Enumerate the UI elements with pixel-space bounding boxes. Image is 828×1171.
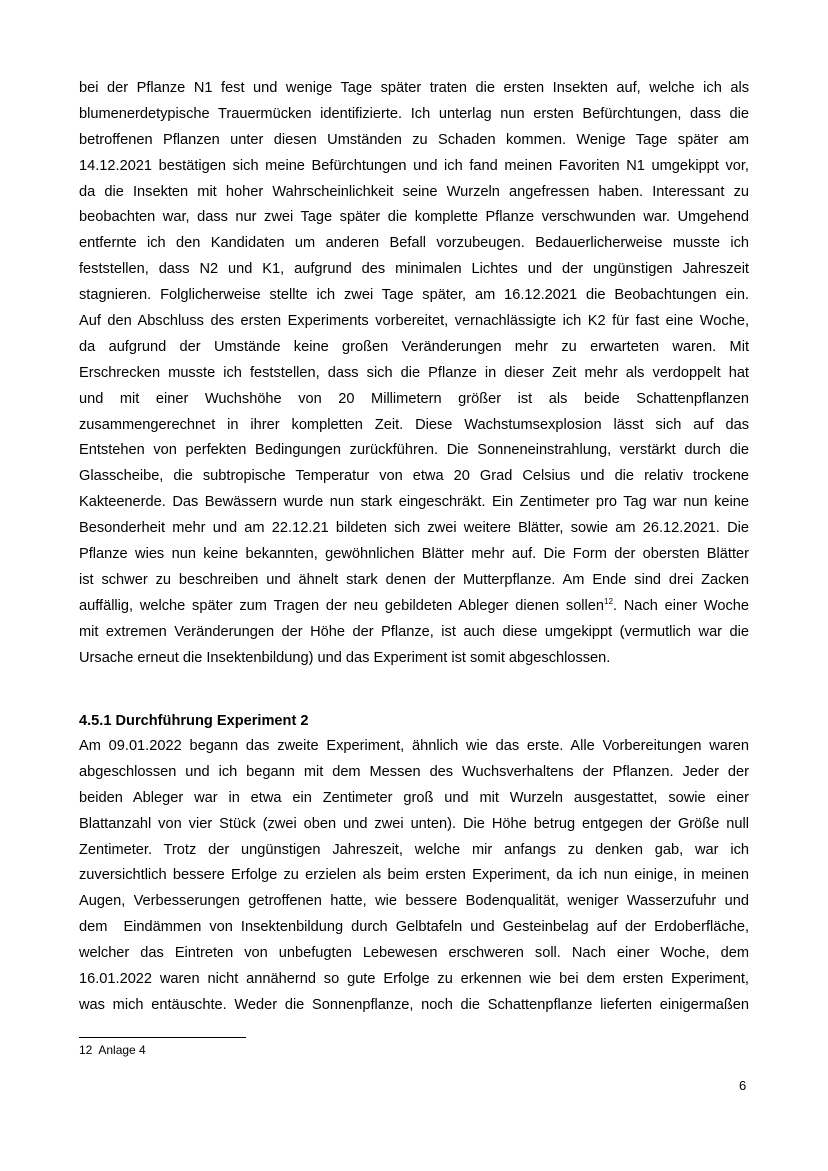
text-line: beobachten war, dass nur zwei Tage später die komplette Pflanze verschwunden war. Umgehend xyxy=(79,209,749,226)
text-line: Kakteenerde. Das Bewässern wurde nun stark eingeschräkt. Ein Zentimeter pro Tag war nun keine xyxy=(79,494,749,511)
footnote-divider xyxy=(79,1037,246,1038)
paragraph-1 xyxy=(79,76,749,671)
text-line: Am 09.01.2022 begann das zweite Experiment, ähnlich wie das erste. Alle Vorbereitungen waren xyxy=(79,738,749,754)
text-line: feststellen, dass N2 und K1, aufgrund des minimalen Lichtes und der ungünstigen Jahreszeit xyxy=(79,261,749,278)
text-line: ist schwer zu beschreiben und ähnelt stark denen der Mutterpflanze. Am Ende sind drei Zacken xyxy=(79,571,749,588)
text-line: mit extremen Veränderungen der Höhe der Pflanze, ist auch diese umgekippt (vermutlich war die xyxy=(79,623,749,640)
page-number: 6 xyxy=(739,1078,747,1093)
text-line: und mit einer Wuchshöhe von 20 Millimetern größer ist als beide Schattenpflanzen xyxy=(79,390,749,407)
text-line: welcher das Eintreten von unbefugten Lebewesen erschweren soll. Nach einer Woche, dem xyxy=(79,945,749,962)
text-line: bei der Pflanze N1 fest und wenige Tage später traten die ersten Insekten auf, welche ich als xyxy=(79,80,749,96)
text-line: 16.01.2022 waren nicht annähernd so gute Erfolge zu erkennen wie bei dem ersten Experiment, xyxy=(79,971,749,988)
text-line: beiden Ableger war in etwa ein Zentimeter groß und mit Wurzeln ausgestattet, sowie einer xyxy=(79,789,749,806)
text-line: Ursache erneut die Insektenbildung) und das Experiment ist somit abgeschlossen. xyxy=(79,649,611,666)
text-line: 14.12.2021 bestätigen sich meine Befürchtungen und ich fand meinen Favoriten N1 umgekippt vor, xyxy=(79,157,749,174)
text-line: Erschrecken musste ich feststellen, dass sich die Pflanze in dieser Zeit mehr als verdoppelt hat xyxy=(79,364,749,381)
text-line: betroffenen Pflanzen unter diesen Umständen zu Schaden kommen. Wenige Tage später am xyxy=(79,131,749,148)
text-line: Auf den Abschluss des ersten Experiments vorbereitet, vernachlässigte ich K2 für fast eine Woche, xyxy=(79,313,749,330)
line-text: auffällig, welche später zum Tragen der neu gebildeten Ableger dienen sollen xyxy=(79,597,605,614)
text-line: blumenerdetypische Trauermücken identifizierte. Ich unterlag nun ersten Befürchtungen, dass die xyxy=(79,105,749,122)
text-line: abgeschlossen und ich begann mit dem Messen des Wuchsverhaltens der Pflanzen. Jeder der xyxy=(79,763,749,780)
text-line: was mich entäuschte. Weder die Sonnenpflanze, noch die Schattenpflanze lieferten einigermaßen xyxy=(79,996,749,1013)
text-line: Blattanzahl von vier Stück (zwei oben und zwei unten). Die Höhe betrug entgegen der Größe null xyxy=(79,815,749,832)
text-line: Pflanze wies nun keine bekannten, gewöhnlichen Blätter mehr auf. Die Form der obersten Blätter xyxy=(79,546,749,563)
text-line: Augen, Verbesserungen getroffenen hatte, wie bessere Bodenqualität, weniger Wasserzufuhr und xyxy=(79,893,749,910)
text-line: da aufgrund der Umstände keine großen Veränderungen mehr zu erwarteten waren. Mit xyxy=(79,338,749,355)
text-line: dem Eindämmen von Insektenbildung durch Gelbtafeln und Gesteinbelag auf der Erdoberfläche, xyxy=(79,919,749,936)
text-line: Glasscheibe, die subtropische Temperatur von etwa 20 Grad Celsius und die relativ trockene xyxy=(79,468,749,485)
text-line: zusammengerechnet in ihrer kompletten Zeit. Diese Wachstumsexplosion lässt sich auf das xyxy=(79,416,749,433)
text-line: entfernte ich den Kandidaten um anderen Befall vorzubeugen. Bedauerlicherweise musste ich xyxy=(79,235,749,252)
paragraph-2 xyxy=(79,734,749,1019)
text-line: zuversichtlich bessere Erfolge zu erzielen als beim ersten Experiment, da ich nun einige, in meinen xyxy=(79,867,749,884)
footnote-reference[interactable]: 12 xyxy=(604,596,613,606)
text-line: Zentimeter. Trotz der ungünstigen Jahreszeit, welche mir anfangs zu denken gab, war ich xyxy=(79,841,749,858)
text-line: da die Insekten mit hoher Wahrscheinlichkeit seine Wurzeln angefressen haben. Interessant zu xyxy=(79,183,749,200)
text-line: Besonderheit mehr und am 22.12.21 bildeten sich zwei weitere Blätter, sowie am 26.12.2021. Die xyxy=(79,520,749,537)
text-line: stagnieren. Folglicherweise stellte ich zwei Tage später, am 16.12.2021 die Beobachtungen ein. xyxy=(79,287,749,304)
footnote: 12 Anlage 4 xyxy=(79,1043,146,1057)
text-line-with-footnote xyxy=(79,594,749,620)
section-heading: 4.5.1 Durchführung Experiment 2 xyxy=(79,713,309,729)
text-line: Entstehen von perfekten Bedingungen zurückführen. Die Sonneneinstrahlung, verstärkt durch die xyxy=(79,442,749,459)
line-text: . Nach einer Woche xyxy=(612,597,749,614)
